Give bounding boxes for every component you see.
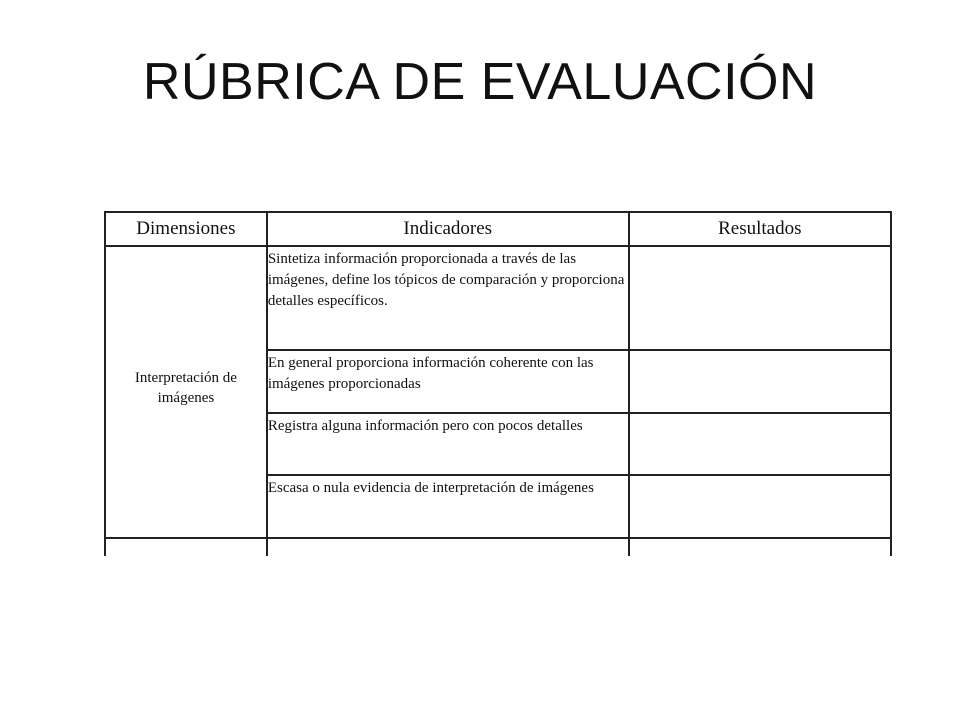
- rubric-table-image: [104, 211, 893, 556]
- result-cell: [629, 475, 891, 538]
- result-cell: [629, 413, 891, 475]
- dimension-label: Interpretación de imágenes: [134, 370, 237, 406]
- header-indicators: Indicadores: [267, 212, 629, 246]
- indicator-text: En general proporciona información coherente con las imágenes proporcionadas: [267, 355, 594, 392]
- indicator-text: Escasa o nula evidencia de interpretación de imágenes: [267, 480, 594, 496]
- indicator-text: Registra alguna información pero con pocos detalles: [267, 418, 583, 434]
- result-cell: [629, 350, 891, 413]
- indicator-text: Sintetiza información proporcionada a través de las imágenes, define los tópicos de comparación y proporciona detalles específicos.: [267, 251, 625, 309]
- slide-title: RÚBRICA DE EVALUACIÓN: [142, 53, 818, 111]
- table-row: [105, 246, 891, 350]
- indicator-cell: [267, 246, 629, 350]
- indicator-cell: [267, 350, 629, 413]
- cropped-cell: [629, 538, 891, 556]
- header-dimensions: Dimensiones: [105, 212, 267, 246]
- header-results: Resultados: [629, 212, 891, 246]
- cropped-cell: [267, 538, 629, 556]
- rubric-table: [104, 211, 892, 556]
- indicator-cell: [267, 475, 629, 538]
- table-row-cropped: [105, 538, 891, 556]
- table-header-row: [105, 212, 891, 246]
- cropped-cell: [105, 538, 267, 556]
- dimension-cell: [105, 246, 267, 538]
- result-cell: [629, 246, 891, 350]
- indicator-cell: [267, 413, 629, 475]
